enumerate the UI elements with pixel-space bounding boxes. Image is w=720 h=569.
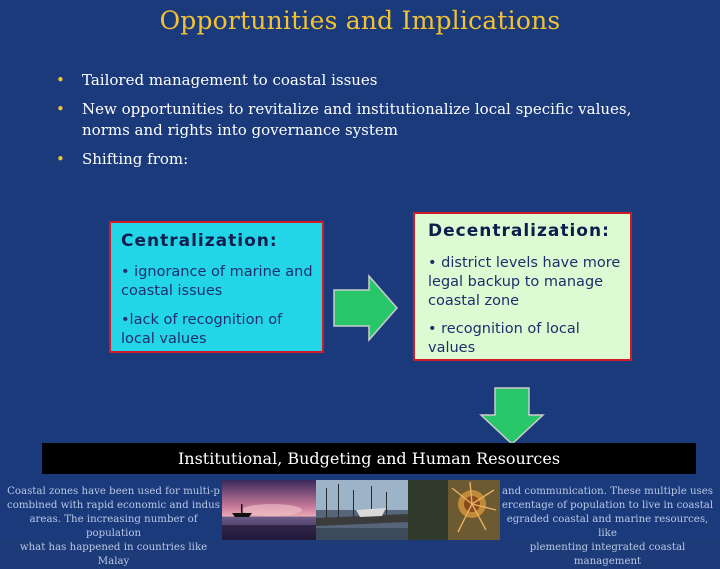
centralization-box — [109, 221, 324, 353]
bullet-icon: • — [56, 71, 65, 89]
footer-line: combined with rapid economic and indus — [7, 500, 220, 511]
footer-line: ercentage of population to live in coastal — [501, 500, 714, 511]
bullet-text: Tailored management to coastal issues — [82, 71, 378, 89]
centralization-heading: Centralization: — [121, 231, 278, 251]
footer-line: plementing integrated coastal management — [529, 542, 686, 567]
centralization-item: •lack of recognition of local values — [121, 312, 283, 347]
harbor-photo — [316, 480, 408, 540]
sunset-boat-photo — [222, 480, 316, 540]
down-arrow-icon — [479, 387, 545, 445]
bullet-item — [56, 70, 676, 91]
right-arrow-icon — [333, 275, 399, 341]
bullet-icon: • — [56, 150, 65, 168]
footer-line: areas. The increasing number of population — [29, 514, 198, 539]
bullet-text: Shifting from: — [82, 150, 189, 168]
decentralization-box — [413, 212, 632, 361]
decentralization-item: • recognition of local values — [428, 321, 580, 356]
footer-line: egraded coastal and marine resources, like — [506, 514, 709, 539]
footer-line: what has happened in countries like Malay — [19, 542, 208, 567]
decentralization-heading: Decentralization: — [428, 221, 610, 241]
centralization-item: • ignorance of marine and coastal issues — [121, 264, 313, 299]
bullet-text: New opportunities to revitalize and institutionalize local specific values, norms and rights into governance system — [82, 100, 632, 139]
coral-reef-photo — [408, 480, 500, 540]
bullet-icon: • — [56, 100, 65, 118]
footer-right-text — [500, 485, 715, 569]
bullet-list — [56, 70, 676, 178]
footer-left-text — [6, 485, 221, 569]
footer-line: and communication. These multiple uses — [501, 486, 714, 497]
decentralization-item: • district levels have more legal backup to manage coastal zone — [428, 255, 621, 309]
slide-title: Opportunities and Implications — [159, 6, 561, 35]
bullet-item — [56, 99, 676, 141]
bullet-item — [56, 149, 676, 170]
footer-line: Coastal zones have been used for multi-p — [7, 486, 220, 497]
resources-band: Institutional, Budgeting and Human Resources — [42, 443, 696, 474]
